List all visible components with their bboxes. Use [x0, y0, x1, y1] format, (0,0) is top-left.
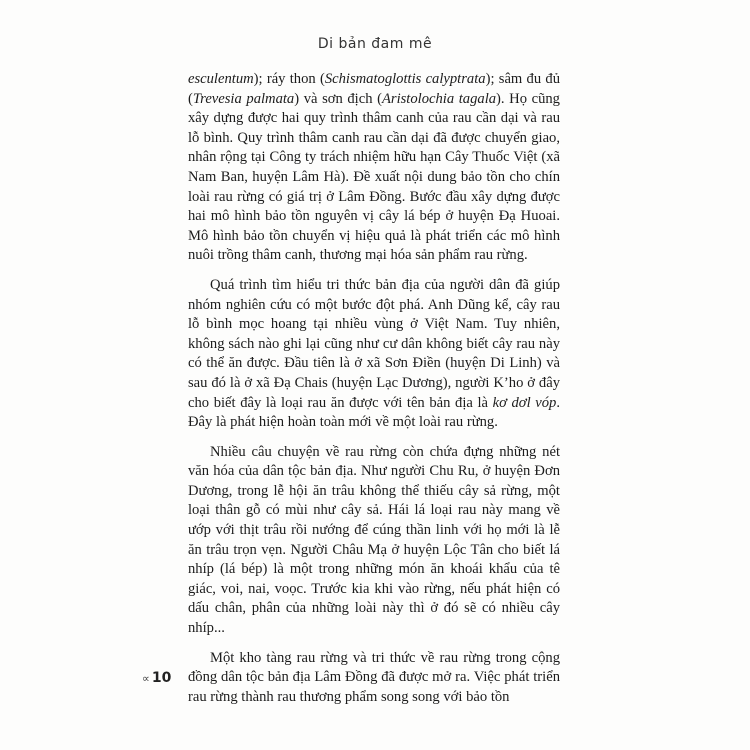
text-run: ) và sơn địch (	[294, 90, 382, 107]
text-run: ); ráy thon (	[253, 71, 325, 87]
italic-text-run: Trevesia palmata	[192, 90, 295, 107]
italic-text-run: Aristolochia tagala	[381, 90, 497, 107]
paragraph-4	[188, 649, 560, 708]
paragraph-1	[188, 70, 560, 266]
text-run: Một kho tàng rau rừng và tri thức về rau rừng trong cộng đồng dân tộc bản địa Lâm Đồng đã được mở ra. Việc phát triển rau rừng thành rau thương phẩm song song với bảo tồn	[188, 649, 560, 705]
folio-ornament-icon: ∝	[142, 672, 150, 685]
running-header: Di bản đam mê	[317, 36, 433, 52]
body-text	[188, 70, 560, 717]
page-number-value: 10	[151, 670, 172, 686]
paragraph-3	[188, 443, 560, 639]
text-run: ); sâm đu đủ (	[188, 71, 560, 107]
page-number	[142, 670, 171, 686]
text-run: Quá trình tìm hiểu tri thức bản địa của người dân đã giúp nhóm nghiên cứu có một bước đột phá. Anh Dũng kể, cây rau lỗ bình mọc hoang tại nhiều vùng ở Việt Nam. Tuy nhiên, không sách nào ghi lại cũng như cư dân không biết cây rau này có thể ăn được. Đầu tiên là ở xã Sơn Điền (huyện Di Linh) và sau đó là ở xã Đạ Chais (huyện Lạc Dương), người K’ho ở đây cho biết đây là loại rau ăn được với tên bản địa là	[188, 276, 560, 411]
text-run: Nhiều câu chuyện về rau rừng còn chứa đựng những nét văn hóa của dân tộc bản địa. Như người Chu Ru, ở huyện Đơn Dương, trong lễ hội ăn trâu không thể thiếu cây sả rừng, một loại thân gỗ có mùi như cây sả. Hái lá loại rau này mang về ướp với thịt trâu rồi nướng để cúng thần linh với họ mới là lễ ăn trâu trọn vẹn. Người Châu Mạ ở huyện Lộc Tân cho biết lá nhíp (lá bép) là một trong những món ăn khoái khẩu của tê giác, voi, nai, voọc. Trước kia khi vào rừng, nếu phát hiện có dấu chân, phân của những loài này thì ở đó sẽ có nhiều cây nhíp...	[188, 443, 560, 637]
text-run: . Đây là phát hiện hoàn toàn mới về một loài rau rừng.	[188, 394, 560, 431]
paragraph-2	[188, 276, 560, 433]
text-run: ). Họ cũng xây dựng được hai quy trình thâm canh của rau cần dại và rau lỗ bình. Quy trình thâm canh rau cần dại đã được chuyển giao, nhân rộng tại Công ty trách nhiệm hữu hạn Cây Thuốc Việt (xã Nam Ban, huyện Lâm Hà). Đề xuất nội dung bảo tồn cho chín loài rau rừng có giá trị ở Lâm Đồng. Bước đầu xây dựng được hai mô hình bảo tồn nguyên vị cây lá bép ở huyện Đạ Huoai. Mô hình bảo tồn chuyển vị hiệu quả là phát triển các mô hình nuôi trồng thâm canh, thương mại hóa sản phẩm rau rừng.	[188, 90, 560, 264]
italic-text-run: esculentum	[188, 71, 254, 87]
italic-text-run: Schismatoglottis calyptrata	[324, 71, 486, 87]
italic-text-run: kơ dơl vóp	[492, 394, 557, 411]
